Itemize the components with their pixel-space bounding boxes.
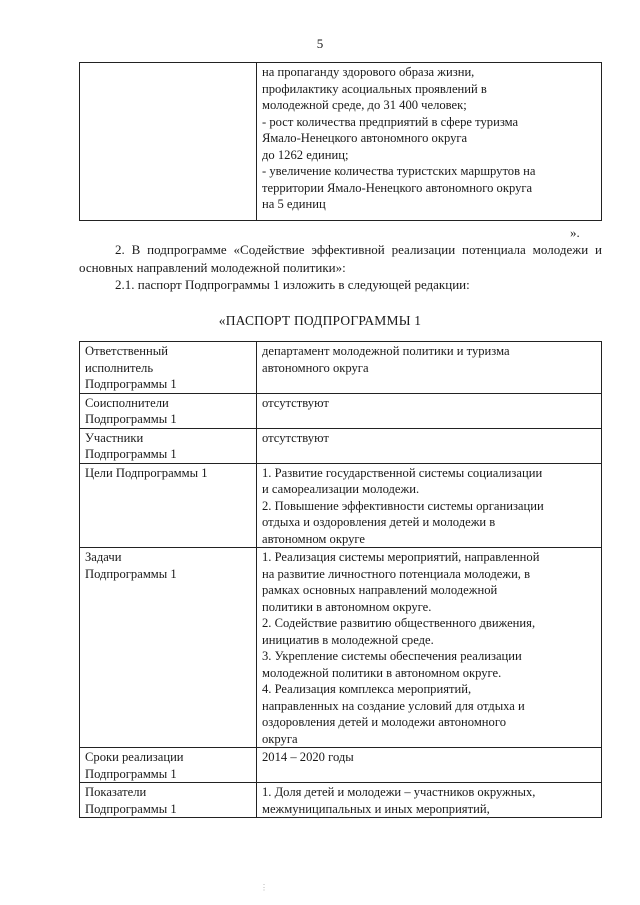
text-line: Подпрограммы 1 (85, 447, 177, 461)
text-line: 1. Развитие государственной системы социализации (262, 465, 543, 480)
table-row (80, 63, 602, 221)
row-label (80, 463, 257, 548)
text-line: 4. Реализация комплекса мероприятий, (262, 682, 472, 696)
row-value (257, 748, 602, 783)
passport-title: «ПАСПОРТ ПОДПРОГРАММЫ 1 (218, 313, 422, 328)
text-line: направленных на создание условий для отдыха и (262, 698, 525, 713)
text-line: 1. Доля детей и молодежи – участников окружных, (262, 785, 536, 799)
text-line: - рост количества предприятий в сфере туризма (262, 114, 519, 129)
closing-quote: ». (570, 225, 580, 240)
page-number: 5 (316, 36, 324, 51)
text-line: Ямало-Ненецкого автономного округа (262, 131, 468, 145)
text-line: на развитие личностного потенциала молодежи, в (262, 566, 531, 581)
row-value (257, 393, 602, 428)
text-line: до 1262 единиц; (262, 147, 349, 162)
table-row (80, 393, 602, 428)
row-label (80, 428, 257, 463)
text-line: межмуниципальных и иных мероприятий, (262, 801, 490, 816)
text-line: 2. Повышение эффективности системы организации (262, 498, 544, 513)
row-label (80, 748, 257, 783)
text-line: молодежной среде, до 31 400 человек; (262, 98, 467, 112)
text-line: Подпрограммы 1 (85, 801, 177, 816)
row-value (257, 342, 602, 394)
table-cell-empty (80, 63, 257, 221)
text-line: и самореализации молодежи. (262, 482, 420, 496)
text-line: на пропаганду здорового образа жизни, (262, 65, 475, 79)
text-line: 3. Укрепление системы обеспечения реализации (262, 649, 522, 663)
text-line: 2. Содействие развитию общественного движения, (262, 616, 536, 630)
text-line: Цели Подпрограммы 1 (85, 465, 208, 480)
text-line: - увеличение количества туристских маршрутов на (262, 164, 536, 178)
text-line: Подпрограммы 1 (85, 566, 177, 581)
text-line: территории Ямало-Ненецкого автономного округа (262, 180, 533, 195)
text-line: Задачи (85, 550, 122, 564)
text-line: Подпрограммы 1 (85, 412, 177, 426)
row-value (257, 428, 602, 463)
text-line: 1. Реализация системы мероприятий, направленной (262, 550, 540, 564)
text-line: автономного округа (262, 360, 369, 375)
text-line: отсутствуют (262, 430, 329, 445)
table-row (80, 342, 602, 394)
table-cell-text (257, 63, 602, 221)
row-value (257, 783, 602, 818)
row-label (80, 783, 257, 818)
table-row (80, 548, 602, 748)
table-row (80, 428, 602, 463)
text-line: инициатив в молодежной среде. (262, 632, 434, 647)
passport-table (79, 341, 602, 818)
table-row (80, 783, 602, 818)
table-row (80, 748, 602, 783)
text-line: исполнитель (85, 360, 154, 375)
table-row (80, 463, 602, 548)
text-line: Подпрограммы 1 (85, 377, 177, 391)
text-line: Показатели (85, 785, 147, 799)
paragraph-passport-intro: 2.1. паспорт Подпрограммы 1 изложить в следующей редакции: (115, 277, 470, 292)
text-line: отдыха и оздоровления детей и молодежи в (262, 515, 496, 529)
row-value (257, 548, 602, 748)
text-line: политики в автономном округе. (262, 599, 432, 614)
text-line: Соисполнители (85, 395, 169, 410)
text-line: Участники (85, 430, 144, 445)
text-line: 2014 – 2020 годы (262, 750, 354, 764)
text-line: отсутствуют (262, 395, 329, 410)
row-label (80, 548, 257, 748)
text-line: Ответственный (85, 344, 168, 358)
text-line: рамках основных направлений молодежной (262, 583, 498, 597)
row-label (80, 393, 257, 428)
text-line: профилактику асоциальных проявлений в (262, 81, 487, 96)
row-label (80, 342, 257, 394)
text-line: Подпрограммы 1 (85, 766, 177, 781)
text-line: оздоровления детей и молодежи автономного (262, 715, 506, 729)
text-line: на 5 единиц (262, 197, 326, 211)
paragraph-amendment: 2. В подпрограмме «Содействие эффективной реализации потенциала молодежи и основных направлений молодежной политики»: (79, 242, 602, 275)
row-value (257, 463, 602, 548)
text-line: департамент молодежной политики и туризма (262, 344, 510, 358)
text-line: автономном округе (262, 531, 365, 546)
text-line: Сроки реализации (85, 750, 184, 764)
text-line: молодежной политики в автономном округе. (262, 665, 502, 680)
continuation-table (79, 62, 602, 221)
text-line: округа (262, 731, 298, 746)
scan-artifact: ⋮ (260, 883, 268, 892)
